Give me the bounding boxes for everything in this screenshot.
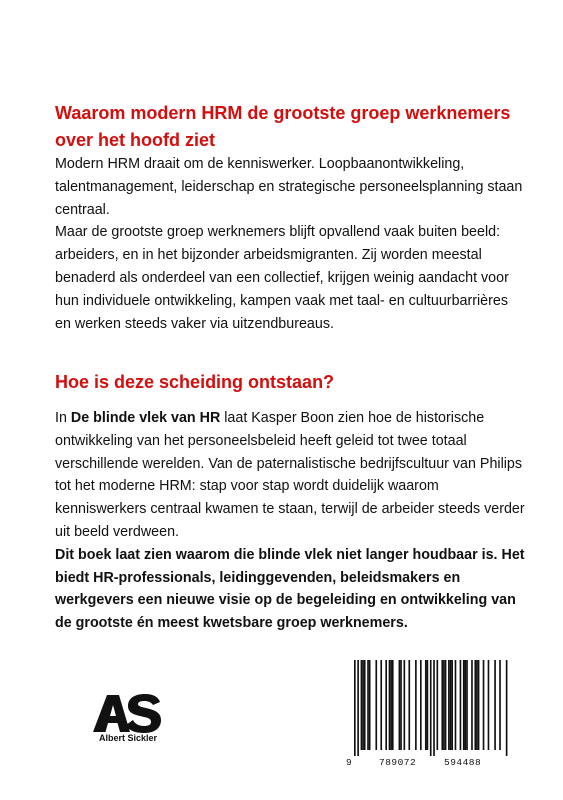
barcode-group-right: 594488 <box>444 757 482 768</box>
barcode-bar <box>361 660 363 750</box>
barcode-bar <box>437 660 439 750</box>
barcode-bar <box>471 660 473 750</box>
barcode-bar <box>455 660 457 750</box>
barcode-bar <box>441 660 443 750</box>
barcode-bar <box>380 660 382 750</box>
barcode-bar <box>427 660 429 750</box>
barcode-bar <box>430 660 432 756</box>
publisher-logo <box>88 692 168 752</box>
barcode-bar <box>463 660 465 750</box>
barcode-bar <box>443 660 445 750</box>
barcode-bar <box>375 660 377 750</box>
barcode-bar <box>354 660 356 756</box>
barcode-bar <box>364 660 366 750</box>
barcode-bar <box>506 660 508 756</box>
bold-paragraph: Dit boek laat zien waarom die blinde vlek niet langer houdbaar is. Het biedt HR-professionals, leidinggevenden, beleidsmakers en werkgevers een nieuwe visie op de begeleiding en ontwikkeling van de grootste én meest kwetsbare groep werknemers. <box>55 546 525 632</box>
barcode-bar <box>488 660 490 750</box>
barcode-bar <box>392 660 394 750</box>
section-body-separation <box>55 407 525 635</box>
barcode-bar <box>362 660 364 750</box>
barcode-bar <box>404 660 406 750</box>
section-body-modern-hrm <box>55 153 525 335</box>
barcode-bar <box>400 660 402 750</box>
isbn-barcode <box>343 660 508 772</box>
heading-line: over het hoofd ziet <box>55 130 216 150</box>
barcode-bar <box>445 660 447 750</box>
book-title: De blinde vlek van HR <box>70 410 221 426</box>
section-heading-separation: Hoe is deze scheiding ontstaan? <box>55 372 335 392</box>
barcode-bar <box>389 660 391 750</box>
barcode-bar <box>408 660 410 750</box>
barcode-bar <box>448 660 450 750</box>
barcode-bars <box>343 660 508 756</box>
paragraph: Modern HRM draait om de kenniswerker. Loopbaanontwikkeling, talentmanagement, leiderschap en strategische personeelsplanning staan centraal. <box>55 156 523 218</box>
barcode-group-left: 789072 <box>379 757 417 768</box>
barcode-digit-first: 9 <box>346 757 352 768</box>
barcode-bar <box>420 660 422 750</box>
barcode-bar <box>474 660 476 750</box>
text-span: In <box>55 410 71 426</box>
barcode-bar <box>385 660 387 750</box>
barcode-bar <box>357 660 359 756</box>
barcode-bar <box>415 660 417 750</box>
section-heading-modern-hrm <box>55 100 525 154</box>
barcode-bar <box>451 660 453 750</box>
barcode-bar <box>399 660 401 750</box>
paragraph <box>55 407 525 544</box>
publisher-name: Albert Sickler <box>98 733 158 743</box>
barcode-bar <box>466 660 468 750</box>
barcode-bar <box>494 660 496 750</box>
barcode-bar <box>478 660 480 750</box>
as-logo-icon <box>90 692 166 734</box>
paragraph: Maar de grootste groep werknemers blijft opvallend vaak buiten beeld: arbeiders, en in het bijzonder arbeidsmigranten. Zij worden meestal benaderd als onderdeel van een collectief, krijgen weinig aandacht voor hun individuele ontwikkeling, kampen vaak met taal- en cultuurbarrières en werken steeds vaker via uitzendbureaus. <box>55 224 509 332</box>
barcode-bar <box>460 660 462 750</box>
barcode-bar <box>369 660 371 750</box>
barcode-bar <box>465 660 467 750</box>
barcode-bar <box>367 660 369 750</box>
barcode-bar <box>483 660 485 750</box>
barcode-bar <box>425 660 427 750</box>
barcode-bar <box>476 660 478 750</box>
barcode-bar <box>450 660 452 750</box>
barcode-bar <box>499 660 501 750</box>
text-span: laat Kasper Boon zien hoe de historische ontwikkeling van het personeelsbeleid heeft geleid tot twee totaal verschillende werelden. Van de paternalistische bedrijfscultuur van Philips tot het moderne HRM: stap voor stap wordt duidelijk waarom kenniswerkers centraal kwamen te staan, terwijl de arbeider steeds verder uit beeld verdween. <box>55 410 525 540</box>
barcode-bar <box>433 660 435 756</box>
barcode-bar <box>390 660 392 750</box>
heading-line: Waarom modern HRM de grootste groep werknemers <box>55 103 511 123</box>
